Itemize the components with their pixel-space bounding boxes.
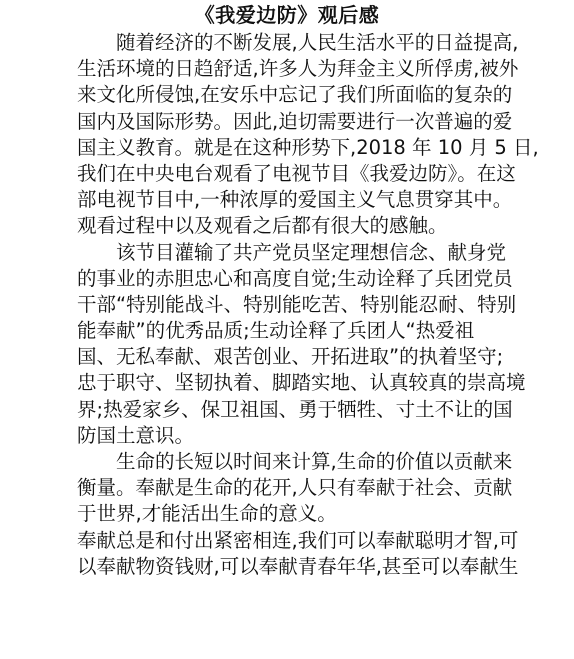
- text-line: 界;热爱家乡、保卫祖国、勇于牺牲、寸土不让的国: [77, 397, 513, 421]
- text-line: 来文化所侵蚀,在安乐中忘记了我们所面临的复杂的: [77, 83, 513, 107]
- text-line: 的事业的赤胆忠心和高度自觉;生动诠释了兵团党员: [77, 266, 513, 290]
- text-line: 该节目灌输了共产党员坚定理想信念、献身党: [116, 240, 507, 264]
- text-line: 国主义教育。就是在这种形势下,2018 年 10 月 5 日,: [77, 135, 539, 159]
- text-line: 能奉献”的优秀品质;生动诠释了兵团人“热爱祖: [77, 319, 475, 343]
- document-body: [77, 30, 557, 580]
- text-line: 观看过程中以及观看之后都有很大的感触。: [77, 214, 448, 238]
- text-line: 干部“特别能战斗、特别能吃苦、特别能忍耐、特别: [77, 292, 517, 316]
- text-line: 以奉献物资钱财,可以奉献青春年华,甚至可以奉献生: [77, 554, 519, 578]
- text-line: 部电视节目中,一种浓厚的爱国主义气息贯穿其中。: [77, 188, 513, 212]
- text-line: 防国土意识。: [77, 423, 195, 447]
- text-line: 生命的长短以时间来计算,生命的价值以贡献来: [116, 450, 513, 473]
- text-line: 国、无私奉献、艰苦创业、开拓进取”的执着坚守;: [77, 345, 504, 369]
- text-line: 于世界,才能活出生命的意义。: [77, 502, 337, 526]
- text-line: 衡量。奉献是生命的花开,人只有奉献于社会、贡献: [77, 476, 513, 500]
- text-line: 我们在中央电台观看了电视节目《我爱边防》。在这: [77, 161, 516, 185]
- text-line: 忠于职守、坚韧执着、脚踏实地、认真较真的崇高境: [77, 371, 526, 395]
- text-line: 奉献总是和付出紧密相连,我们可以奉献聪明才智,可: [77, 528, 519, 552]
- text-line: 国内及国际形势。因此,迫切需要进行一次普遍的爱: [77, 109, 513, 133]
- text-line: 生活环境的日趋舒适,许多人为拜金主义所俘虏,被外: [77, 57, 519, 81]
- text-line: 随着经济的不断发展,人民生活水平的日益提高,: [116, 31, 519, 54]
- document-title: 《我爱边防》观后感: [194, 3, 380, 27]
